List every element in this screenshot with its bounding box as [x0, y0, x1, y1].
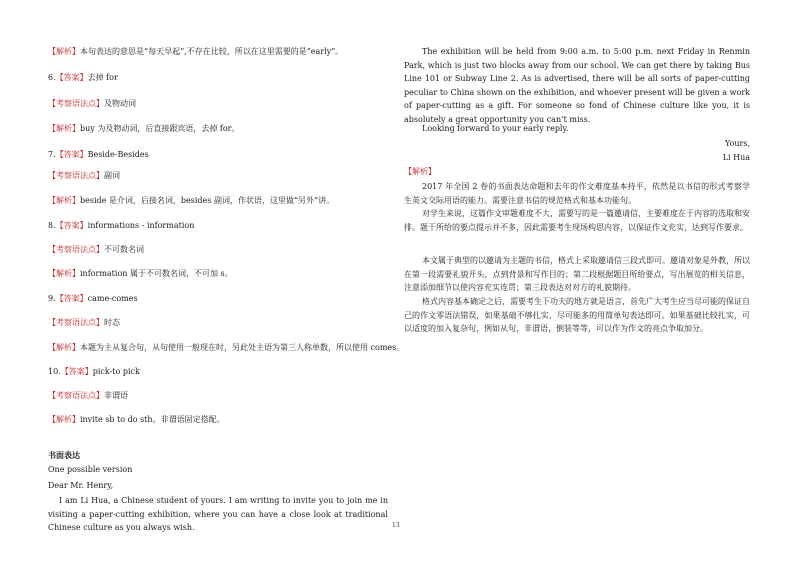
- line-text: came-comes: [87, 294, 138, 303]
- letter-signature: Li Hua: [722, 153, 750, 162]
- analysis-tag: 【解析】: [48, 47, 80, 56]
- line-text: Beside-Besides: [87, 150, 149, 159]
- answer-tag: 【答案】: [60, 367, 93, 376]
- line-text: 及物动词: [104, 99, 136, 108]
- analysis-paragraph: 2017 年全国 2 卷的书面表达命题和去年的作文难度基本持平，依然是以书信的形式考察学生英文交际用语的能力。需要注意书信的规范格式和基本功能句。: [404, 182, 750, 205]
- answer-line: [48, 269, 233, 279]
- line-text: buy 为及物动词，后直接跟宾语，去掉 for。: [80, 124, 240, 133]
- letter-paragraph: Looking forward to your early reply.: [422, 124, 569, 133]
- item-number: 9.: [48, 294, 56, 303]
- line-text: 副词: [104, 171, 120, 180]
- answer-line: [48, 391, 128, 401]
- answer-line: [48, 221, 194, 231]
- line-text: informations - information: [87, 221, 195, 230]
- answer-line: [48, 245, 144, 255]
- letter-paragraph: The exhibition will be held from 9:00 a.m. to 5:00 p.m. next Friday in Renmin Park, which is just two blocks away from our school. We can get there by taking Bus Line 101 or Subway Line 2. As is advertised, there will be all sorts of paper-cutting peculiar to China shown on the exhibition, and whoever present will be given a work of paper-cutting as a gift. For someone so fond of Chinese culture like you, it is absolutely a great opportunity you can’t miss.: [404, 47, 750, 124]
- line-text: beside 是介词，后接名词，besides 副词，作状语，这里做“另外”讲。: [80, 196, 335, 205]
- answer-line: [48, 124, 239, 134]
- analysis-tag: 【解析】: [48, 196, 80, 205]
- line-text: 去掉 for: [87, 73, 118, 82]
- answer-tag: 【答案】: [55, 221, 88, 230]
- answer-line: [48, 318, 120, 328]
- analysis-tag: 【解析】: [404, 167, 436, 176]
- answer-line: [48, 415, 225, 425]
- page-number: 13: [392, 522, 400, 529]
- analysis-paragraph: 格式内容基本确定之后，需要考生下功夫的地方就是语言，首先广大考生应当尽可能的保证自己的作文零语法错误，如果基础不够扎实，尽可能多的用简单句表达即可。如果基础比较扎实，可以适度的加入复杂句，例如从句，非谓语，倒装等等，可以作为作文的亮点争取加分。: [404, 297, 750, 333]
- answer-line: [48, 47, 343, 57]
- grammar-point-tag: 【考察语法点】: [48, 171, 104, 180]
- analysis-tag: 【解析】: [48, 124, 80, 133]
- line-text: invite sb to do sth。非谓语固定搭配。: [80, 415, 225, 424]
- answer-line: [48, 367, 140, 377]
- analysis-tag: 【解析】: [48, 415, 80, 424]
- answer-line: [48, 99, 136, 109]
- analysis-tag: 【解析】: [48, 343, 80, 352]
- line-text: 非谓语: [104, 391, 128, 400]
- answer-line: [48, 343, 404, 353]
- line-text: information 属于不可数名词，不可加 s。: [80, 269, 233, 278]
- analysis-paragraph: 对学生来说，这篇作文审题难度不大，需要写的是一篇邀请信，主要难度在于内容的选取和安排。题干所给的要点提示并不多，因此需要考生现场构思内容，以保证作文充实，达到写作要求。: [404, 209, 750, 232]
- letter-closing: Yours,: [724, 139, 750, 148]
- analysis-paragraph: 本文属于典型的以邀请为主题的书信，格式上采取邀请信三段式即可。邀请对象是外教，所以在第一段需要礼貌开头，点到背景和写作目的；第二段根据题目所给要点，写出展览的相关信息，注意添加细节以使内容充实连贯；第三段表达对对方的礼貌期待。: [404, 256, 750, 292]
- analysis-tag: 【解析】: [48, 269, 80, 278]
- section-title: 书面表达: [48, 450, 80, 460]
- answer-line: [48, 73, 118, 83]
- line-text: 不可数名词: [104, 245, 144, 254]
- item-number: 7.: [48, 150, 56, 159]
- letter-paragraph: I am Li Hua, a Chinese student of yours. I am writing to invite you to join me in visiting a paper-cutting exhibition, where you can have a close look at traditional Chinese culture as you always wish.: [48, 496, 388, 532]
- grammar-point-tag: 【考察语法点】: [48, 99, 104, 108]
- line-text: 本句表达的意思是“每天早起”,不存在比较，所以在这里需要的是“early”。: [80, 47, 344, 56]
- grammar-point-tag: 【考察语法点】: [48, 391, 104, 400]
- version-label: One possible version: [48, 465, 133, 474]
- item-number: 8.: [48, 221, 56, 230]
- item-number: 6.: [48, 73, 56, 82]
- answer-tag: 【答案】: [55, 294, 88, 303]
- answer-tag: 【答案】: [55, 73, 88, 82]
- answer-tag: 【答案】: [55, 150, 88, 159]
- grammar-point-tag: 【考察语法点】: [48, 318, 104, 327]
- answer-line: [48, 294, 138, 304]
- line-text: pick-to pick: [92, 367, 140, 376]
- line-text: 本题为主从复合句，从句使用一般现在时，另此处主语为第三人称单数，所以使用 comes。: [80, 343, 405, 352]
- letter-greeting: Dear Mr. Henry,: [48, 481, 114, 490]
- item-number: 10.: [48, 367, 61, 376]
- grammar-point-tag: 【考察语法点】: [48, 245, 104, 254]
- answer-line: [48, 171, 120, 181]
- answer-line: [48, 196, 334, 206]
- line-text: 时态: [104, 318, 120, 327]
- answer-line: [48, 150, 149, 160]
